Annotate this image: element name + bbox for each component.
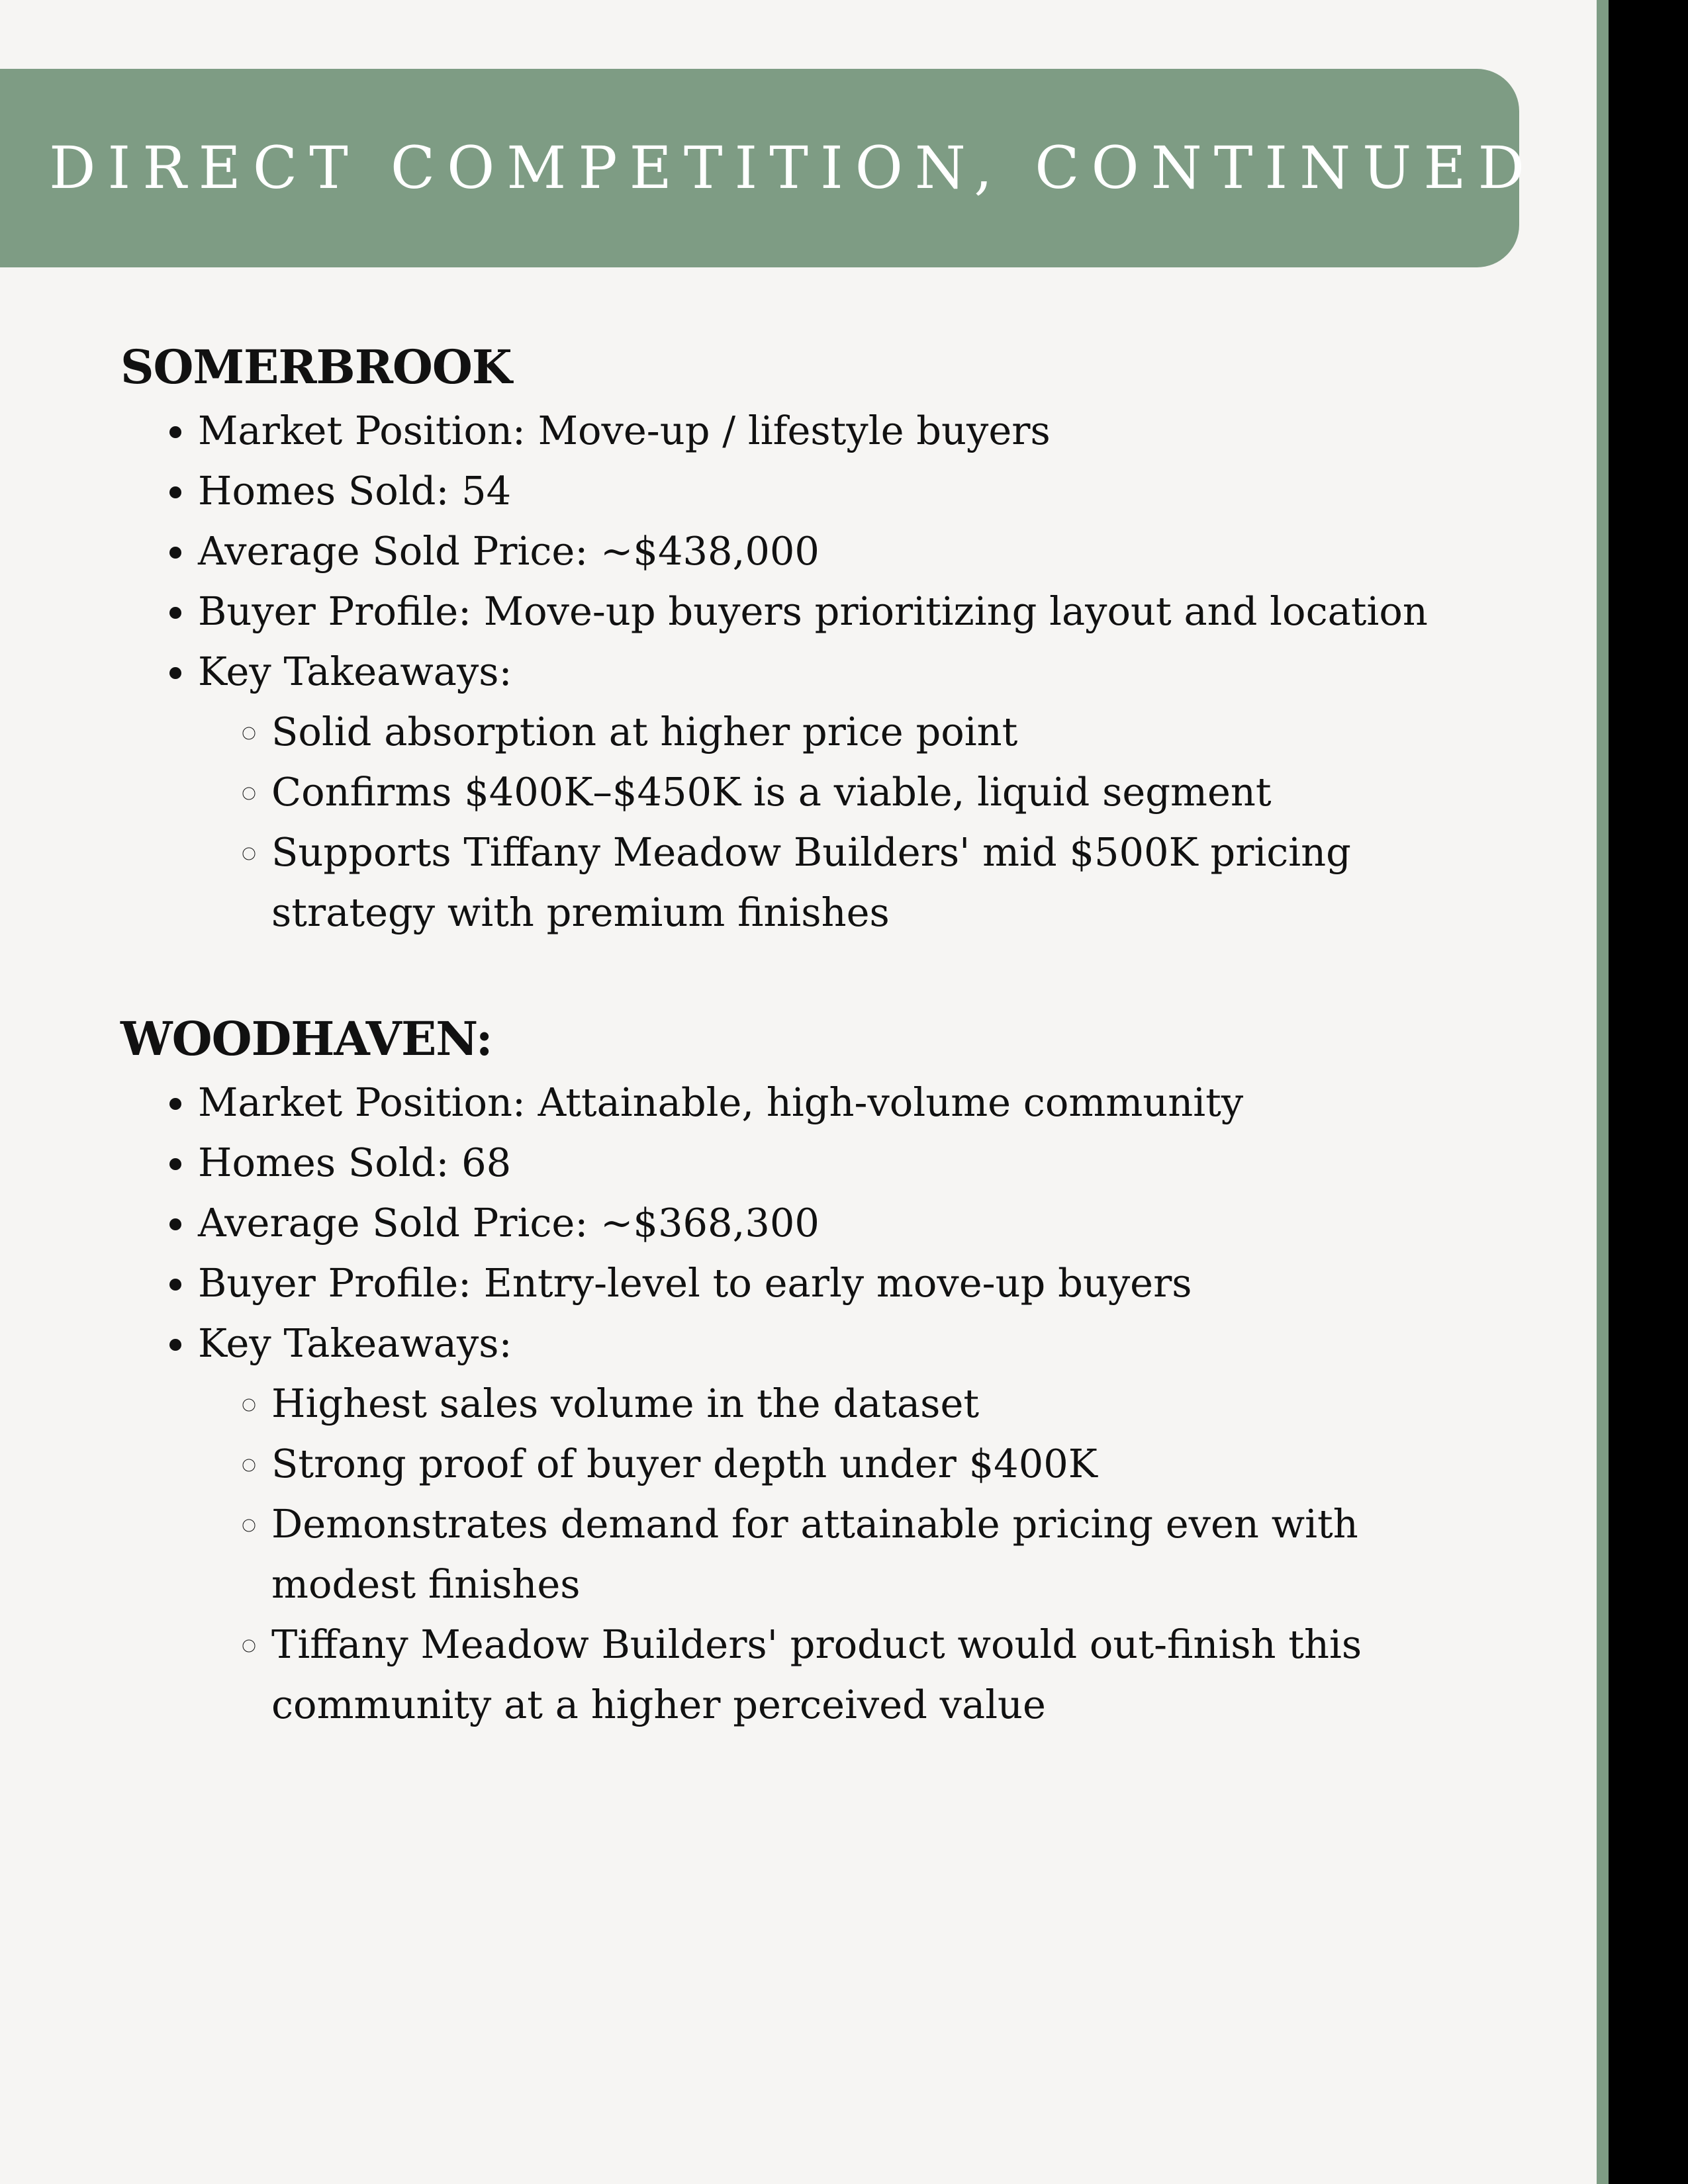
takeaways-list bbox=[198, 1373, 1511, 1735]
content-area bbox=[120, 334, 1511, 1735]
list-item-key-takeaways bbox=[198, 641, 1511, 942]
list-item: • Average Sold Price: ~$438,000 bbox=[198, 521, 1511, 581]
sub-list-item: ◦ Strong proof of buyer depth under $400K bbox=[271, 1433, 1511, 1494]
sub-list-item: ◦ Supports Tiffany Meadow Builders' mid $500K pricing strategy with premium finishes bbox=[271, 822, 1511, 942]
section-title: WOODHAVEN: bbox=[120, 1011, 492, 1066]
right-margin-bar bbox=[1609, 0, 1688, 2184]
section-woodhaven bbox=[120, 1006, 1511, 1735]
list-item: • Homes Sold: 54 bbox=[198, 461, 1511, 521]
section-somerbrook bbox=[120, 334, 1511, 942]
list-item: • Homes Sold: 68 bbox=[198, 1132, 1511, 1193]
list-item-label: Key Takeaways: bbox=[198, 1320, 512, 1366]
header-banner bbox=[0, 69, 1537, 267]
right-accent-stripe bbox=[1597, 0, 1609, 2184]
sub-list-item: ◦ Highest sales volume in the dataset bbox=[271, 1373, 1511, 1433]
takeaways-list bbox=[198, 702, 1511, 942]
list-item: • Buyer Profile: Entry-level to early move-up buyers bbox=[198, 1253, 1511, 1313]
sub-list-item: ◦ Confirms $400K–$450K is a viable, liquid segment bbox=[271, 762, 1511, 822]
section-title: SOMERBROOK bbox=[120, 340, 512, 394]
sub-list-item: ◦ Tiffany Meadow Builders' product would out-finish this community at a higher perceived value bbox=[271, 1614, 1511, 1735]
sub-list-item: ◦ Solid absorption at higher price point bbox=[271, 702, 1511, 762]
list-item: • Average Sold Price: ~$368,300 bbox=[198, 1193, 1511, 1253]
bullet-list bbox=[120, 400, 1511, 942]
page-title: DIRECT COMPETITION, CONTINUED bbox=[49, 134, 1537, 202]
sub-list-item: ◦ Demonstrates demand for attainable pricing even with modest finishes bbox=[271, 1494, 1511, 1614]
list-item-key-takeaways bbox=[198, 1313, 1511, 1735]
bullet-list bbox=[120, 1072, 1511, 1735]
list-item: • Market Position: Move-up / lifestyle buyers bbox=[198, 400, 1511, 461]
list-item: • Market Position: Attainable, high-volume community bbox=[198, 1072, 1511, 1132]
list-item: • Buyer Profile: Move-up buyers prioritizing layout and location bbox=[198, 581, 1511, 641]
list-item-label: Key Takeaways: bbox=[198, 649, 512, 694]
